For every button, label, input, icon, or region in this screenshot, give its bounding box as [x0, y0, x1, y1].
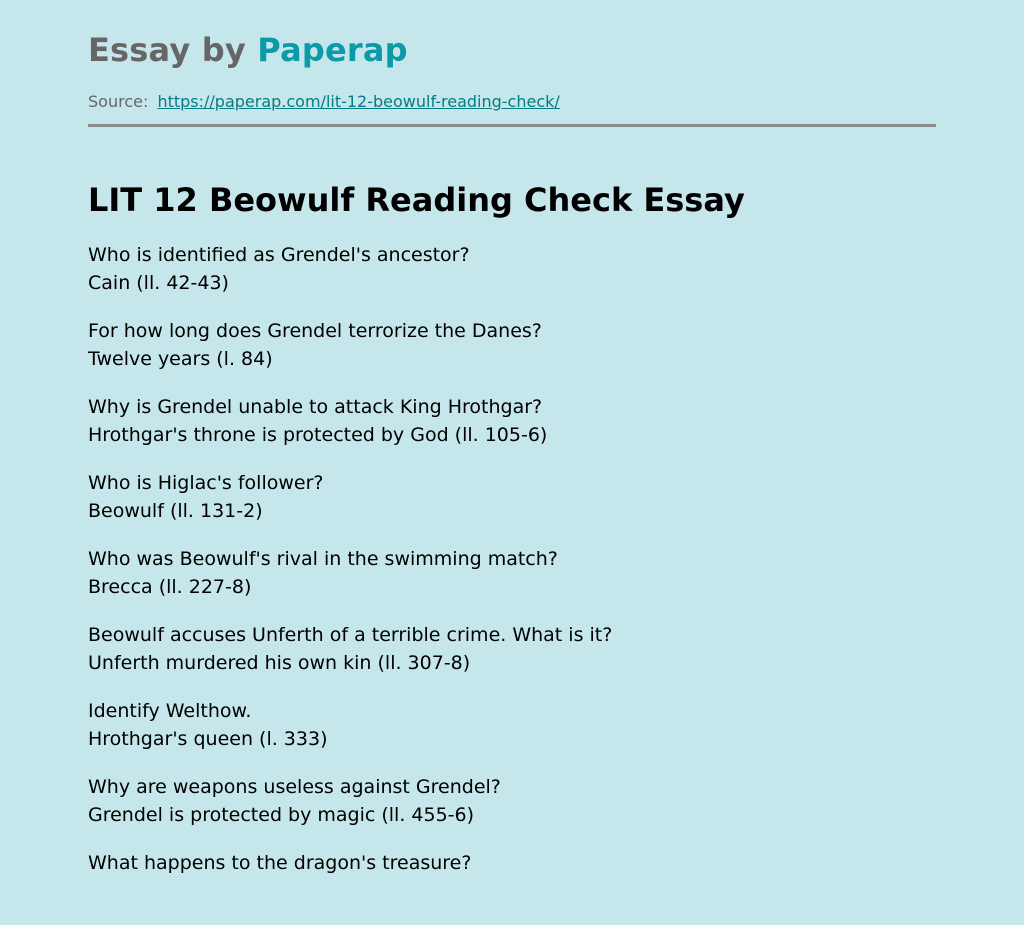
question-text: Why is Grendel unable to attack King Hrothgar? [88, 396, 543, 418]
answer-text: Hrothgar's throne is protected by God (ll. 105-6) [88, 424, 548, 446]
question-text: Who was Beowulf's rival in the swimming match? [88, 548, 558, 570]
qa-item [88, 621, 948, 697]
brand-name: Paperap [257, 31, 408, 69]
qa-item [88, 697, 948, 773]
answer-text: Twelve years (l. 84) [88, 348, 273, 370]
brand-prefix: Essay by [88, 31, 246, 69]
answer-text: Grendel is protected by magic (ll. 455-6) [88, 804, 475, 826]
qa-item [88, 317, 948, 393]
answer-text: Hrothgar's queen (l. 333) [88, 728, 328, 750]
question-text: Beowulf accuses Unferth of a terrible crime. What is it? [88, 624, 613, 646]
question-text: What happens to the dragon's treasure? [88, 852, 472, 874]
question-text: Who is identified as Grendel's ancestor? [88, 244, 470, 266]
site-header [88, 30, 936, 113]
question-text: Who is Higlac's follower? [88, 472, 324, 494]
essay-qa-list [88, 241, 948, 925]
question-text: For how long does Grendel terrorize the Danes? [88, 320, 542, 342]
answer-text: Unferth murdered his own kin (ll. 307-8) [88, 652, 471, 674]
source-line [88, 91, 936, 113]
essay-title: LIT 12 Beowulf Reading Check Essay [88, 181, 745, 219]
qa-item [88, 849, 948, 925]
source-link[interactable]: https://paperap.com/lit-12-beowulf-reading-check/ [157, 92, 560, 111]
site-brand[interactable] [88, 30, 936, 70]
question-text: Identify Welthow. [88, 700, 252, 722]
qa-item [88, 469, 948, 545]
qa-item [88, 393, 948, 469]
qa-item [88, 773, 948, 849]
question-text: Why are weapons useless against Grendel? [88, 776, 501, 798]
answer-text: Brecca (ll. 227-8) [88, 576, 252, 598]
header-divider [88, 124, 936, 127]
answer-text: Cain (ll. 42-43) [88, 272, 229, 294]
qa-item [88, 241, 948, 317]
qa-item [88, 545, 948, 621]
answer-text: Beowulf (ll. 131-2) [88, 500, 263, 522]
source-label: Source: [88, 92, 149, 111]
